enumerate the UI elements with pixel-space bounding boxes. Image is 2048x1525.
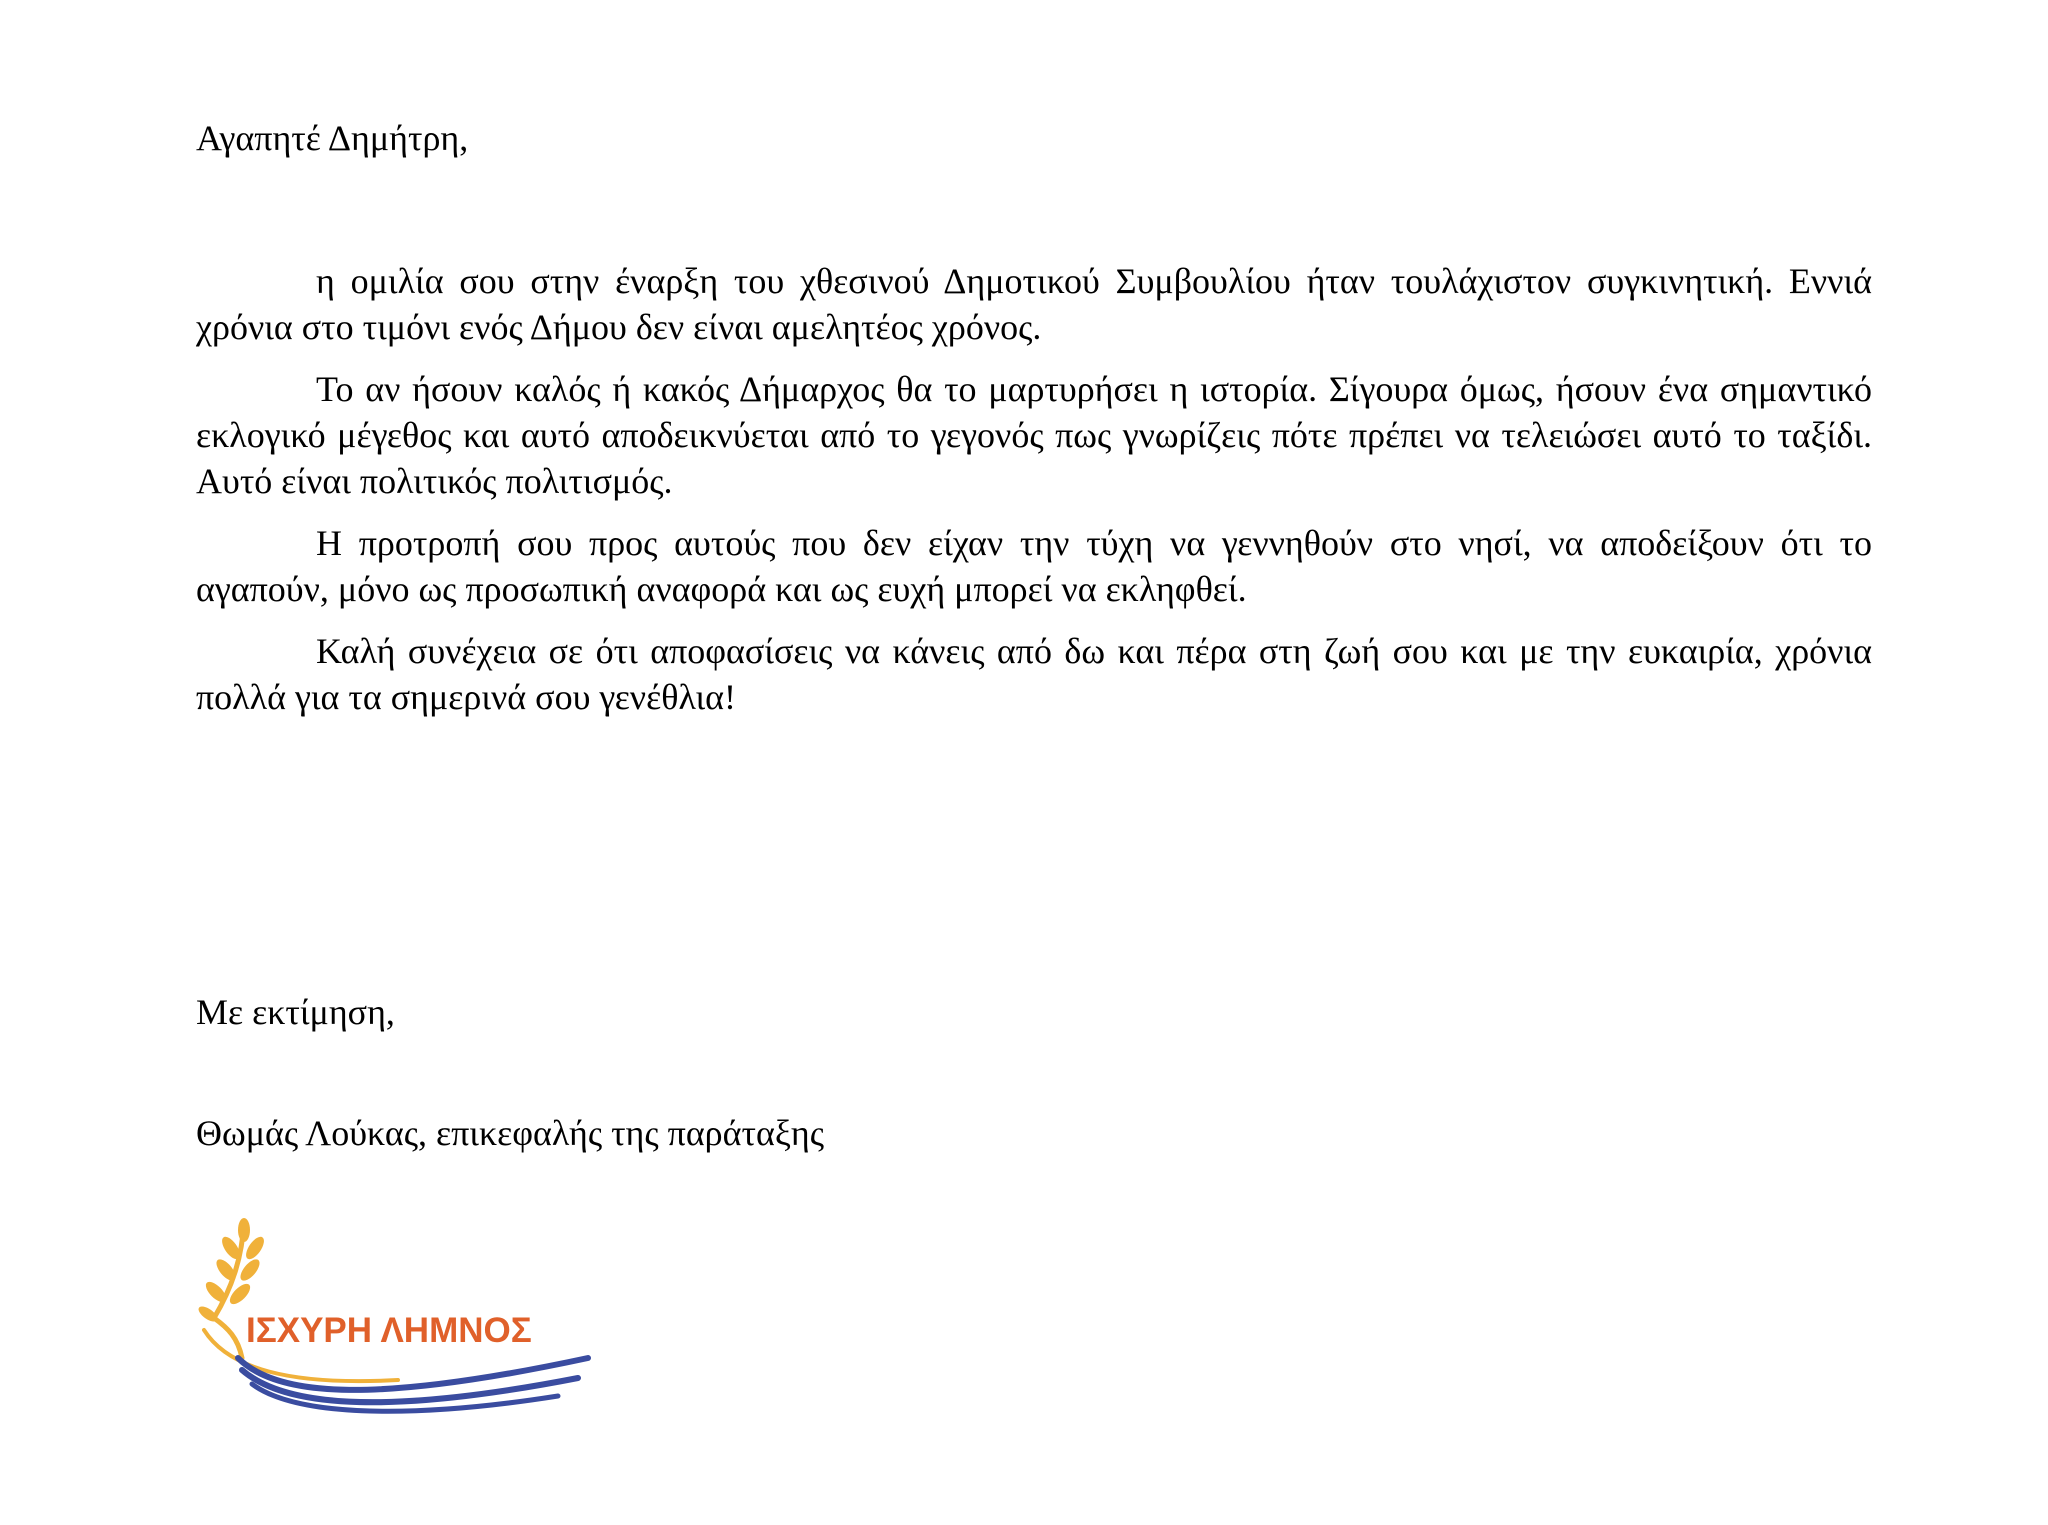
- closing: Με εκτίμηση,: [196, 992, 395, 1032]
- paragraph: η ομιλία σου στην έναρξη του χθεσινού Δημοτικού Συμβουλίου ήταν τουλάχιστον συγκινητική. Εννιά χρόνια στο τιμόνι ενός Δήμου δεν είναι αμελητέος χρόνος.: [196, 261, 1872, 347]
- wheat-grain: [237, 1256, 263, 1284]
- logo-text: ΙΣΧΥΡΗ ΛΗΜΝΟΣ: [246, 1311, 532, 1350]
- letter-body: [196, 258, 1872, 736]
- wheat-and-waves-icon: [198, 1218, 598, 1418]
- wheat-grain: [238, 1218, 250, 1242]
- paragraph: Το αν ήσουν καλός ή κακός Δήμαρχος θα το μαρτυρήσει η ιστορία. Σίγουρα όμως, ήσουν ένα σημαντικό εκλογικό μέγεθος και αυτό αποδεικνύεται από το γεγονός πως γνωρίζεις πότε πρέπει να τελειώσει αυτό το ταξίδι. Αυτό είναι πολιτικός πολιτισμός.: [196, 369, 1872, 501]
- signature: Θωμάς Λούκας, επικεφαλής της παράταξης: [196, 1113, 824, 1153]
- party-logo: [198, 1218, 598, 1418]
- paragraph: Καλή συνέχεια σε ότι αποφασίσεις να κάνεις από δω και πέρα στη ζωή σου και με την ευκαιρία, χρόνια πολλά για τα σημερινά σου γενέθλια!: [196, 631, 1872, 717]
- paragraph: Η προτροπή σου προς αυτούς που δεν είχαν την τύχη να γεννηθούν στο νησί, να αποδείξουν ότι το αγαπούν, μόνο ως προσωπική αναφορά και ως ευχή μπορεί να εκληφθεί.: [196, 523, 1872, 609]
- salutation: Αγαπητέ Δημήτρη,: [196, 118, 469, 158]
